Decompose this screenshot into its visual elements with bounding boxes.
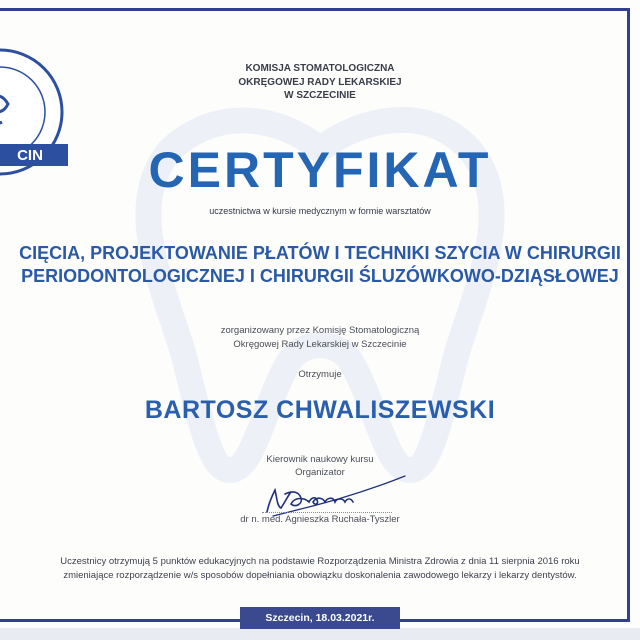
certificate-title: CERTYFIKAT (148, 142, 492, 198)
signatory-role-line-1: Kierownik naukowy kursu (266, 454, 374, 465)
committee-line-2: OKRĘGOWEJ RADY LEKARSKIEJ (238, 76, 402, 88)
recipient-name: BARTOSZ CHWALISZEWSKI (144, 396, 496, 424)
place-date-badge: Szczecin, 18.03.2021r. (240, 607, 400, 629)
signatory-name: dr n. med. Agnieszka Ruchała-Tyszler (240, 514, 400, 525)
certificate-subtitle: uczestnictwa w kursie medycznym w formie warsztatów (209, 206, 431, 216)
signatory-role-line-2: Organizator (295, 467, 345, 478)
bottom-strip (0, 628, 640, 640)
signature-line (262, 512, 392, 513)
committee-line-3: W SZCZECINIE (284, 90, 356, 101)
logo-box-text: CIN (17, 147, 43, 164)
education-points-note (0, 555, 640, 583)
committee-header (0, 62, 640, 103)
organizer-line-1: zorganizowany przez Komisję Stomatologiczną (220, 325, 420, 336)
course-title-line-2: PERIODONTOLOGICZNEJ I CHIRURGII ŚLUZÓWKOWO-DZIĄSŁOWEJ (21, 266, 619, 286)
committee-line-1: KOMISJA STOMATOLOGICZNA (245, 63, 395, 74)
course-title (0, 242, 640, 288)
course-title-line-1: CIĘCIA, PROJEKTOWANIE PŁATÓW I TECHNIKI SZYCIA W CHIRURGII (19, 243, 621, 263)
note-line-1: Uczestnicy otrzymują 5 punktów edukacyjnych na podstawie Rozporządzenia Ministra Zdrowia z dnia 11 sierpnia 2016 roku (60, 556, 580, 567)
organizer-text (0, 324, 640, 351)
receives-label: Otrzymuje (298, 369, 342, 380)
note-line-2: zmieniające rozporządzenie w/s sposobów dopełniania obowiązku doskonalenia zawodowego lekarzy i lekarzy dentystów. (63, 570, 577, 581)
organizer-line-2: Okręgowej Rady Lekarskiej w Szczecinie (233, 338, 407, 350)
